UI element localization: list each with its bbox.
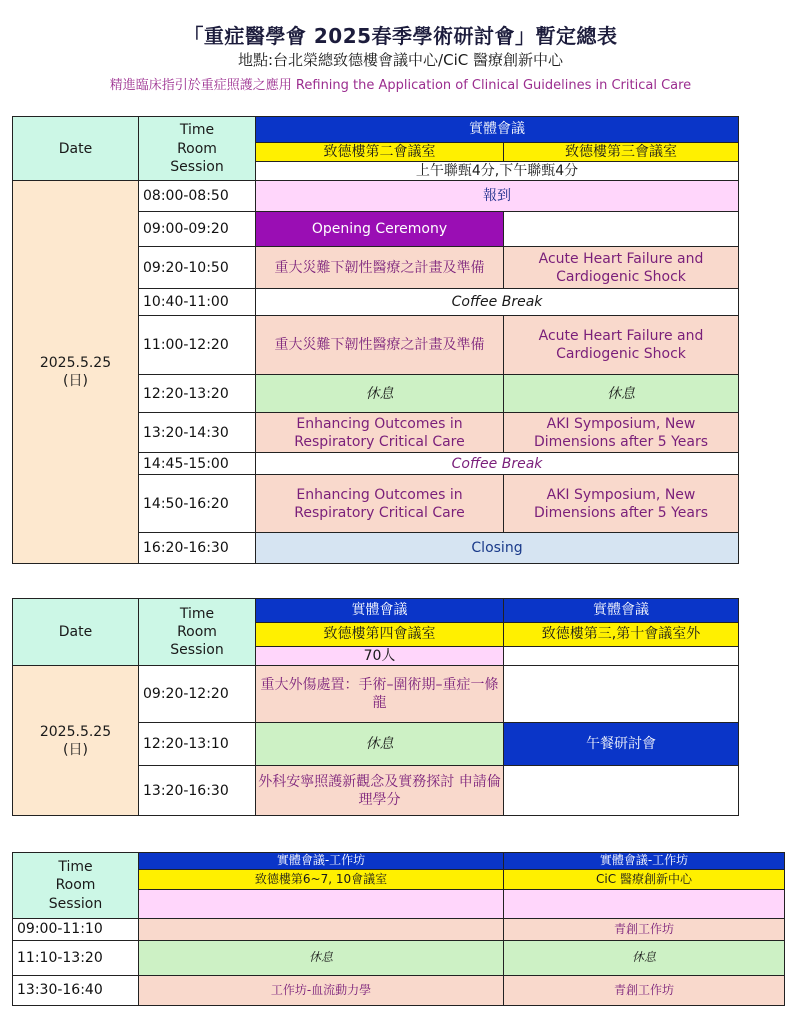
credits-note: 上午聯甄4分,下午聯甄4分	[256, 162, 739, 181]
time-slot: 09:00-09:20	[139, 212, 256, 247]
time-slot: 09:00-11:10	[13, 919, 139, 941]
time-slot: 13:20-14:30	[139, 413, 256, 453]
schedule-table-main	[12, 116, 739, 564]
time-room-session-header: Time Room Session	[139, 117, 256, 181]
room-a-header: 致德樓第四會議室	[256, 623, 504, 647]
session-cell	[139, 919, 504, 941]
session-cell: Enhancing Outcomes in Respiratory Critical Care	[256, 413, 504, 453]
time-slot: 13:30-16:40	[13, 976, 139, 1006]
registration-cell: 報到	[256, 181, 739, 212]
room-b-header: CiC 醫療創新中心	[504, 870, 785, 890]
group-header: 實體會議	[256, 117, 739, 143]
session-cell: 工作坊-血流動力學	[139, 976, 504, 1006]
time-slot: 13:20-16:30	[139, 766, 256, 816]
break-cell: 休息	[504, 941, 785, 976]
room-b-header: 致德樓第三會議室	[504, 143, 739, 162]
time-slot: 12:20-13:20	[139, 375, 256, 413]
date-header: Date	[13, 117, 139, 181]
session-cell: Acute Heart Failure and Cardiogenic Shock	[504, 316, 739, 375]
schedule-table-secondary	[12, 598, 739, 816]
session-cell: Acute Heart Failure and Cardiogenic Shock	[504, 247, 739, 289]
date-cell: 2025.5.25 (日)	[13, 666, 139, 816]
room-a-header: 致德樓第二會議室	[256, 143, 504, 162]
session-cell: Enhancing Outcomes in Respiratory Critical Care	[256, 475, 504, 533]
time-slot: 11:10-13:20	[13, 941, 139, 976]
opening-ceremony-cell: Opening Ceremony	[256, 212, 504, 247]
date-header: Date	[13, 599, 139, 666]
break-cell: 休息	[256, 723, 504, 766]
empty-cell	[504, 766, 739, 816]
time-slot: 08:00-08:50	[139, 181, 256, 212]
group-header: 實體會議-工作坊	[139, 853, 504, 870]
empty-cell	[139, 890, 504, 919]
session-cell: AKI Symposium, New Dimensions after 5 Years	[504, 475, 739, 533]
empty-cell	[504, 666, 739, 723]
theme-subtitle: 精進臨床指引於重症照護之應用 Refining the Application of Clinical Guidelines in Critical Care	[109, 78, 692, 93]
time-slot: 09:20-10:50	[139, 247, 256, 289]
capacity-cell: 70人	[256, 647, 504, 666]
time-slot: 14:50-16:20	[139, 475, 256, 533]
page-title: 「重症醫學會 2025春季學術研討會」暫定總表	[183, 24, 618, 48]
time-slot: 10:40-11:00	[139, 289, 256, 316]
session-cell: 重大外傷處置：手術–圍術期–重症一條龍	[256, 666, 504, 723]
group-header: 實體會議	[504, 599, 739, 623]
coffee-break-cell: Coffee Break	[256, 453, 739, 475]
lunch-symposium-cell: 午餐研討會	[504, 723, 739, 766]
break-cell: 休息	[504, 375, 739, 413]
workshop-table	[12, 852, 785, 1006]
session-cell: 外科安寧照護新觀念及實務探討 申請倫理學分	[256, 766, 504, 816]
time-slot: 12:20-13:10	[139, 723, 256, 766]
session-cell: 青創工作坊	[504, 976, 785, 1006]
closing-cell: Closing	[256, 533, 739, 564]
session-cell: 重大災難下韌性醫療之計畫及準備	[256, 316, 504, 375]
group-header: 實體會議-工作坊	[504, 853, 785, 870]
session-cell: 重大災難下韌性醫療之計畫及準備	[256, 247, 504, 289]
session-cell: AKI Symposium, New Dimensions after 5 Years	[504, 413, 739, 453]
time-room-session-header: Time Room Session	[13, 853, 139, 919]
time-slot: 09:20-12:20	[139, 666, 256, 723]
empty-cell	[504, 890, 785, 919]
date-cell: 2025.5.25 (日)	[13, 181, 139, 564]
time-slot: 16:20-16:30	[139, 533, 256, 564]
room-a-header: 致德樓第6~7, 10會議室	[139, 870, 504, 890]
break-cell: 休息	[139, 941, 504, 976]
time-room-session-header: Time Room Session	[139, 599, 256, 666]
time-slot: 11:00-12:20	[139, 316, 256, 375]
empty-cell	[504, 212, 739, 247]
break-cell: 休息	[256, 375, 504, 413]
empty-cell	[504, 647, 739, 666]
location-line: 地點:台北榮總致德樓會議中心/CiC 醫療創新中心	[238, 51, 563, 69]
room-b-header: 致德樓第三,第十會議室外	[504, 623, 739, 647]
coffee-break-cell: Coffee Break	[256, 289, 739, 316]
time-slot: 14:45-15:00	[139, 453, 256, 475]
session-cell: 青創工作坊	[504, 919, 785, 941]
group-header: 實體會議	[256, 599, 504, 623]
